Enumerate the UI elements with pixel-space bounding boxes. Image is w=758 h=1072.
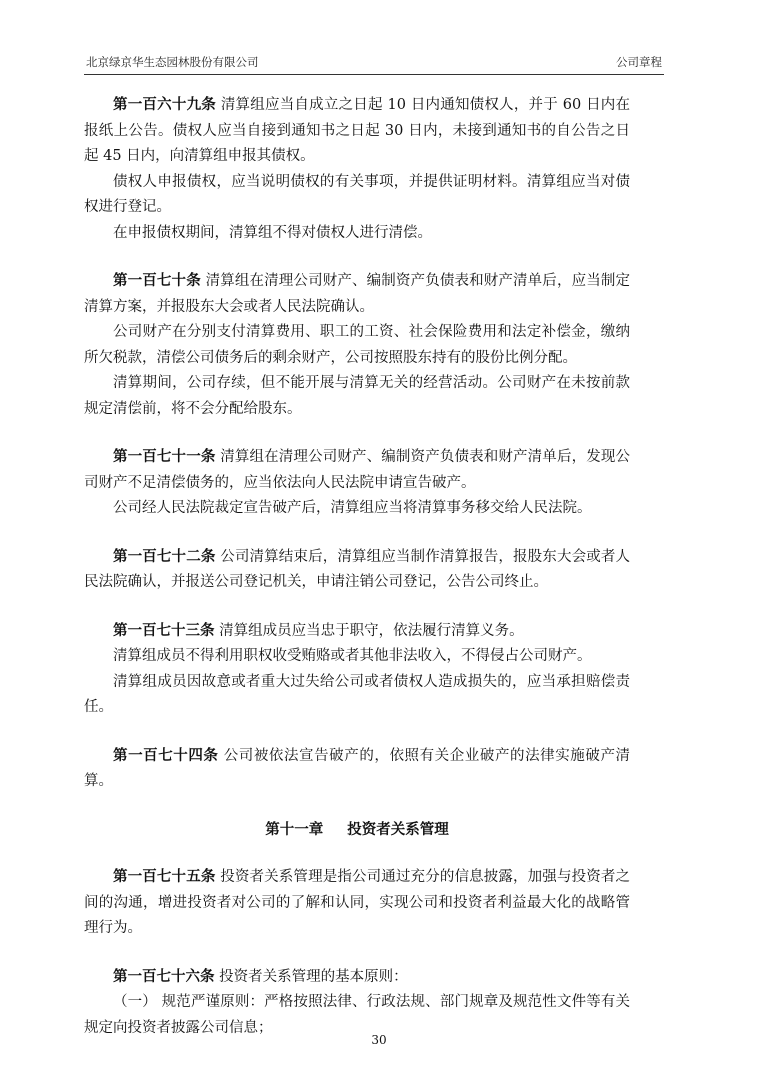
article-number: 第一百七十六条 — [113, 967, 215, 985]
article-text: 债权人申报债权，应当说明债权的有关事项，并提供证明材料。清算组应当对债权进行登记。 — [84, 173, 630, 215]
article — [84, 268, 630, 422]
article-first-paragraph — [84, 544, 630, 596]
article-first-paragraph — [84, 743, 630, 795]
article-text: 公司被依法宣告破产的，依照有关企业破产的法律实施破产清算。 — [84, 747, 631, 789]
article-text: 公司财产在分别支付清算费用、职工的工资、社会保险费用和法定补偿金，缴纳所欠税款，清偿公司债务后的剩余财产，公司按照股东持有的股份比例分配。 — [84, 324, 630, 366]
article-number: 第一百六十九条 — [113, 96, 217, 113]
article — [84, 618, 630, 721]
article-number: 第一百七十一条 — [113, 448, 216, 465]
article-text: 公司清算结束后，清算组应当制作清算报告，报股东大会或者人民法院确认，并报送公司登记机关，申请注销公司登记，公告公司终止。 — [84, 548, 631, 590]
article-text: 清算组成员因故意或者重大过失给公司或者债权人造成损失的，应当承担赔偿责任。 — [84, 673, 630, 715]
article-text: （一） 规范严谨原则：严格按照法律、行政法规、部门规章及规范性文件等有关规定向投资者披露公司信息； — [84, 994, 630, 1036]
document-body — [84, 92, 630, 1041]
article-text: 清算组在清理公司财产、编制资产负债表和财产清单后，应当制定清算方案，并报股东大会或者人民法院确认。 — [84, 273, 631, 315]
chapter-number: 第十一章 — [265, 820, 324, 838]
article-text: 清算组成员应当忠于职守，依法履行清算义务。 — [219, 622, 524, 639]
article-paragraph — [84, 644, 630, 670]
article-text: 公司经人民法院裁定宣告破产后，清算组应当将清算事务移交给人民法院。 — [113, 500, 592, 516]
article-first-paragraph — [84, 92, 630, 170]
article-text: 投资者关系管理的基本原则： — [219, 968, 408, 985]
article-number: 第一百七十四条 — [113, 746, 219, 764]
article-text: 清算期间，公司存续，但不能开展与清算无关的经营活动。公司财产在未按前款规定清偿前，将不会分配给股东。 — [84, 375, 630, 417]
article-number: 第一百七十条 — [113, 272, 201, 289]
article-text: 清算组应当自成立之日起 10 日内通知债权人，并于 60 日内在报纸上公告。债权人应当自接到通知书之日起 30 日内，未接到通知书的自公告之日起 45 日内，向清算组申报其债权。 — [84, 97, 631, 164]
chapter-heading — [84, 817, 630, 843]
article-first-paragraph — [84, 268, 630, 320]
article-paragraph — [84, 371, 630, 422]
article-paragraph — [84, 170, 630, 221]
page-header — [84, 52, 664, 75]
article-first-paragraph — [84, 864, 630, 942]
article-text: 在申报债权期间，清算组不得对债权人进行清偿。 — [113, 224, 432, 241]
page-number: 30 — [371, 1033, 387, 1047]
article-number: 第一百七十五条 — [113, 868, 216, 885]
articles-before-chapter — [84, 92, 630, 795]
article-paragraph — [84, 670, 630, 721]
article — [84, 743, 630, 795]
article — [84, 864, 630, 942]
article-paragraph — [84, 320, 630, 371]
article — [84, 92, 630, 246]
article — [84, 444, 630, 522]
article-text: 清算组成员不得利用职权收受贿赂或者其他非法收入，不得侵占公司财产。 — [113, 648, 592, 664]
article-text: 投资者关系管理是指公司通过充分的信息披露，加强与投资者之间的沟通，增进投资者对公司的了解和认同，实现公司和投资者利益最大化的战略管理行为。 — [84, 869, 631, 936]
article-paragraph — [84, 221, 630, 247]
article — [84, 544, 630, 596]
article-number: 第一百七十三条 — [113, 621, 215, 639]
header-company-name: 北京绿京华生态园林股份有限公司 — [86, 55, 259, 69]
article-text: 清算组在清理公司财产、编制资产负债表和财产清单后，发现公司财产不足清偿债务的，应当依法向人民法院申请宣告破产。 — [84, 449, 631, 491]
article — [84, 964, 630, 1042]
article-first-paragraph — [84, 444, 630, 496]
article-paragraph — [84, 496, 630, 522]
articles-after-chapter — [84, 864, 630, 1041]
article-first-paragraph — [84, 964, 630, 991]
article-number: 第一百七十二条 — [113, 547, 216, 565]
article-first-paragraph — [84, 618, 630, 645]
header-document-type: 公司章程 — [616, 55, 662, 69]
chapter-title: 投资者关系管理 — [347, 820, 449, 838]
